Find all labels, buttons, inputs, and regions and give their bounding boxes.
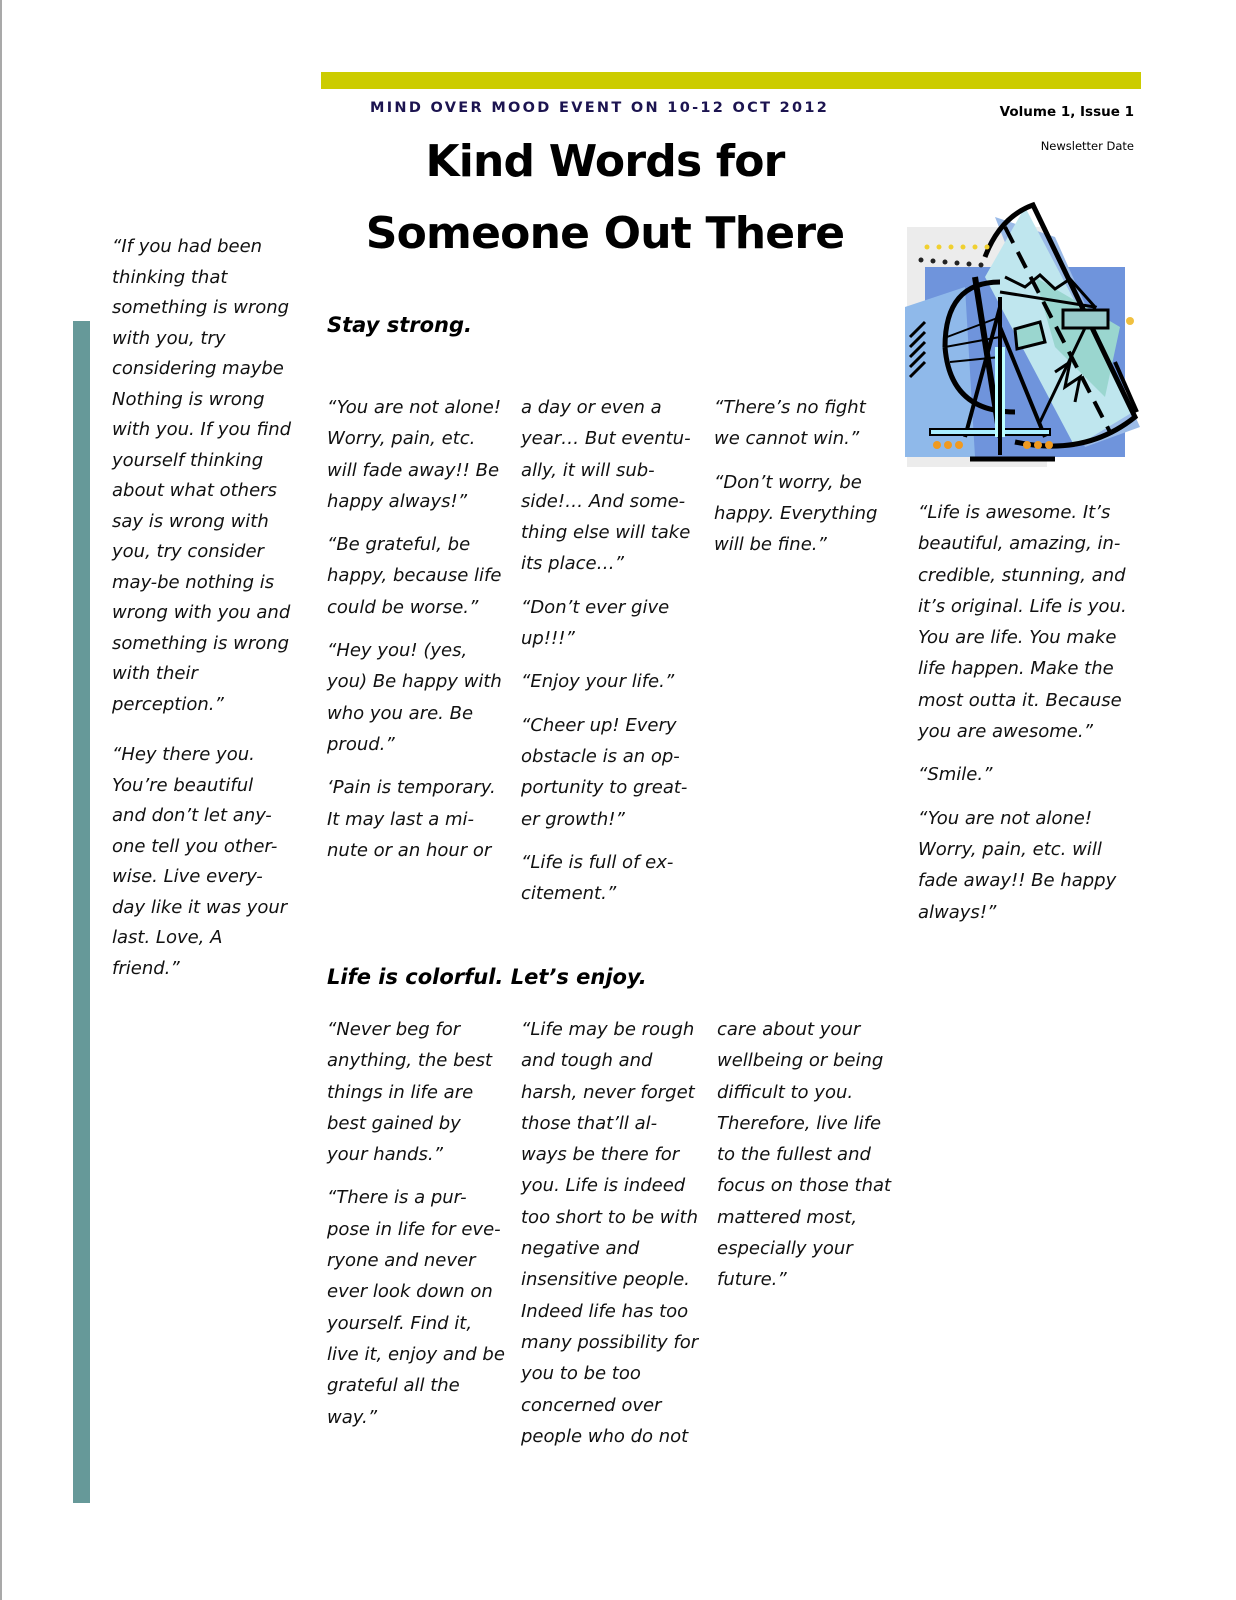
quote: “Be grateful, be happy, because life could be worse.”: [327, 534, 502, 618]
section2-column-2: [521, 1014, 701, 1464]
section2-column-3: [717, 1014, 892, 1308]
section-heading-stay-strong: Stay strong.: [327, 313, 472, 337]
header-accent-bar: [321, 72, 1141, 89]
sidebar-accent-bar: [73, 321, 90, 1503]
section1-column-1: [327, 392, 502, 878]
quote: a day or even a year… But eventu-ally, it will sub-side!… And some-thing else will take its place…”: [521, 397, 691, 575]
quote: “Smile.”: [918, 764, 993, 786]
quote: “Cheer up! Every obstacle is an op-portunity to great-er growth!”: [521, 714, 688, 830]
quote: “Hey you! (yes, you) Be happy with who you are. Be proud.”: [327, 640, 502, 755]
section2-column-1: [327, 1014, 505, 1445]
quote: “You are not alone! Worry, pain, etc. will fade away!! Be happy always!”: [327, 397, 502, 512]
title-line-2: Someone Out There: [365, 208, 845, 259]
event-subtitle: MIND OVER MOOD EVENT ON 10-12 OCT 2012: [370, 100, 830, 116]
satellite-dish-icon: [905, 197, 1140, 467]
quote: “There is a pur-pose in life for eve-ryone and never ever look down on yourself. Find it, live it, enjoy and be grateful all the way.”: [327, 1187, 505, 1428]
section-heading-life-is-colorful: Life is colorful. Let’s enjoy.: [327, 965, 647, 989]
section1-column-2: [521, 392, 699, 921]
quote: “Life may be rough and tough and harsh, never forget those that’ll al-ways be there for you. Life is indeed too short to be with negative and insensitive people. Indeed life has too many possibility for you to be too concerned over people who do not: [521, 1019, 699, 1447]
quote: “Life is awesome. It’s beautiful, amazing, in-credible, stunning, and it’s original. Life is you. You are life. You make life happen. Make the most outta it. Because you are awesome.”: [918, 502, 1127, 743]
quote: “Life is full of ex-citement.”: [521, 851, 674, 905]
quote: “Don’t ever give up!!!”: [521, 596, 670, 650]
quote: “There’s no fight we cannot win.”: [714, 397, 866, 450]
quote: “Never beg for anything, the best things in life are best gained by your hands.”: [327, 1019, 493, 1166]
sidebar-quote: “Hey there you. You’re beautiful and don’t let any-one tell you other-wise. Live every-day like it was your last. Love, A friend.”: [112, 744, 288, 979]
newsletter-date: Newsletter Date: [1040, 139, 1134, 153]
page-title: [330, 126, 880, 270]
section1-column-3: [714, 392, 889, 572]
title-line-1: Kind Words for: [425, 136, 785, 187]
quote: “Enjoy your life.”: [521, 671, 675, 693]
quote: ‘Pain is temporary. It may last a mi-nute or an hour or: [327, 777, 496, 861]
quote: “You are not alone! Worry, pain, etc. will fade away!! Be happy always!”: [918, 807, 1117, 923]
right-column-quotes: [918, 497, 1133, 940]
quote: “Don’t worry, be happy. Everything will be fine.”: [714, 471, 878, 556]
volume-issue: Volume 1, Issue 1: [999, 104, 1134, 120]
quote: care about your wellbeing or being difficult to you. Therefore, live life to the fullest and focus on those that mattered most, especially your future.”: [717, 1019, 892, 1291]
sidebar-quotes: [112, 232, 292, 1004]
sidebar-quote: “If you had been thinking that something is wrong with you, try considering maybe Nothing is wrong with you. If you find yourself thinking about what others say is wrong with you, try consider may-be nothing is wrong with you and something is wrong with their perception.”: [112, 236, 292, 715]
page-edge: [0, 0, 2, 1600]
